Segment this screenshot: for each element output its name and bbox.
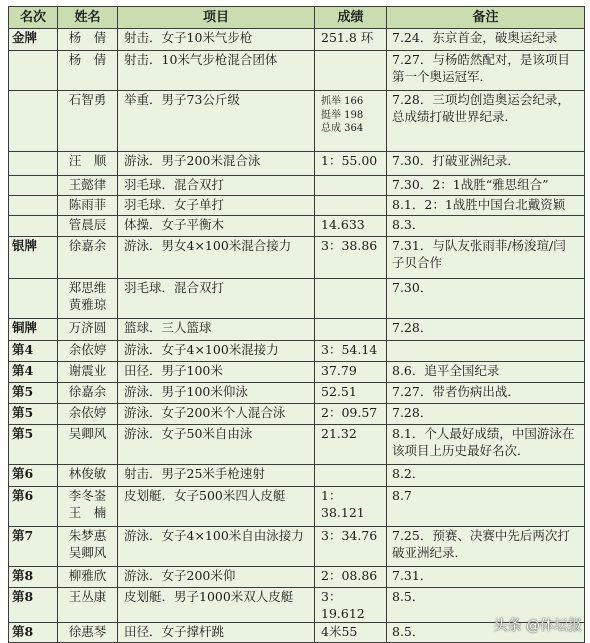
rank-cell (9, 176, 58, 196)
table-row (9, 152, 585, 176)
note-cell: 7.31． (387, 567, 585, 588)
rank-cell: 银牌 (9, 237, 58, 279)
rank-cell: 第8 (9, 567, 58, 588)
score-cell: 1：38.121 (315, 487, 387, 527)
event-cell: 羽毛球．混合双打 (118, 176, 315, 196)
rank-cell: 第4 (9, 341, 58, 362)
rank-cell: 第5 (9, 425, 58, 465)
event-cell: 射击．女子10米气步枪 (118, 29, 315, 51)
note-cell (387, 341, 585, 362)
note-cell: 7.31．与队友张雨菲/杨浚瑄/闫子贝合作 (387, 237, 585, 279)
event-cell: 田径．男子100米 (118, 362, 315, 383)
table-row (9, 404, 585, 425)
note-cell: 7.30．打破亚洲纪录． (387, 152, 585, 176)
results-table (8, 6, 585, 643)
score-cell: 14.633 (315, 216, 387, 237)
score-cell: 3：19.612 (315, 588, 387, 623)
watermark-text: 头条 @体坛报 (493, 618, 582, 634)
rank-cell (9, 279, 58, 319)
table-row (9, 279, 585, 319)
event-cell: 游泳．男子200米混合泳 (118, 152, 315, 176)
rank-cell: 第5 (9, 383, 58, 404)
table-row (9, 383, 585, 404)
note-cell: 8.2． (387, 465, 585, 487)
table-row (9, 29, 585, 51)
note-cell: 8.1．2：1战胜中国台北戴资颖 (387, 196, 585, 216)
name-cell: 杨 倩 (58, 29, 118, 51)
rank-cell: 第8 (9, 623, 58, 643)
event-cell: 皮划艇．男子1000米双人皮艇 (118, 588, 315, 623)
header-row (9, 7, 585, 29)
score-cell (315, 196, 387, 216)
event-cell: 游泳．女子4×100米自由泳接力 (118, 527, 315, 567)
score-cell: 3：54.14 (315, 341, 387, 362)
event-cell: 游泳．女子200米仰 (118, 567, 315, 588)
event-cell: 游泳．男女4×100米混合接力 (118, 237, 315, 279)
score-cell (315, 51, 387, 91)
note-cell: 8.6．追平全国纪录 (387, 362, 585, 383)
score-cell (315, 319, 387, 341)
score-cell: 52.51 (315, 383, 387, 404)
name-cell: 徐嘉余 (58, 383, 118, 404)
note-cell: 8.3． (387, 216, 585, 237)
score-cell (315, 279, 387, 319)
table-row (9, 567, 585, 588)
rank-cell: 铜牌 (9, 319, 58, 341)
event-cell: 体操．女子平衡木 (118, 216, 315, 237)
score-cell: 3：38.86 (315, 237, 387, 279)
table-row (9, 176, 585, 196)
table-row (9, 341, 585, 362)
name-cell: 徐惠琴 (58, 623, 118, 643)
score-cell: 4米55 (315, 623, 387, 643)
score-cell: 21.32 (315, 425, 387, 465)
rank-cell: 第6 (9, 487, 58, 527)
name-cell: 汪 顺 (58, 152, 118, 176)
note-cell: 7.24．东京首金，破奥运纪录 (387, 29, 585, 51)
name-cell: 朱梦惠 吴卿风 (58, 527, 118, 567)
table-row (9, 319, 585, 341)
table-row (9, 196, 585, 216)
name-cell: 李冬崟 王 楠 (58, 487, 118, 527)
table-row (9, 51, 585, 91)
name-cell: 林俊敏 (58, 465, 118, 487)
note-cell: 7.30．2：1战胜“雅思组合” (387, 176, 585, 196)
table-row (9, 425, 585, 465)
name-cell: 王丛康 (58, 588, 118, 623)
note-cell: 7.27．带者伤病出战． (387, 383, 585, 404)
event-cell: 射击．10米气步枪混合团体 (118, 51, 315, 91)
rank-cell: 第7 (9, 527, 58, 567)
table-row (9, 91, 585, 152)
table-row (9, 362, 585, 383)
rank-cell: 第4 (9, 362, 58, 383)
header-score: 成绩 (315, 7, 387, 29)
name-cell: 王懿律 (58, 176, 118, 196)
note-cell: 8.7 (387, 487, 585, 527)
name-cell: 石智勇 (58, 91, 118, 152)
name-cell: 郑思维 黄雅琼 (58, 279, 118, 319)
header-rank: 名次 (9, 7, 58, 29)
score-cell: 2：08.86 (315, 567, 387, 588)
event-cell: 皮划艇．女子500米四人皮艇 (118, 487, 315, 527)
event-cell: 篮球．三人篮球 (118, 319, 315, 341)
name-cell: 徐嘉余 (58, 237, 118, 279)
name-cell: 柳雅欣 (58, 567, 118, 588)
event-cell: 田径．女子撑杆跳 (118, 623, 315, 643)
rank-cell: 第5 (9, 404, 58, 425)
name-cell: 管晨辰 (58, 216, 118, 237)
rank-cell (9, 152, 58, 176)
event-cell: 游泳．女子4×100米混接力 (118, 341, 315, 362)
header-event: 项目 (118, 7, 315, 29)
event-cell: 羽毛球．混合双打 (118, 279, 315, 319)
event-cell: 游泳．男子100米仰泳 (118, 383, 315, 404)
score-cell: 3：34.76 (315, 527, 387, 567)
score-cell: 37.79 (315, 362, 387, 383)
score-cell (315, 465, 387, 487)
name-cell: 吴卿风 (58, 425, 118, 465)
header-note: 备注 (387, 7, 585, 29)
rank-cell (9, 91, 58, 152)
table-row (9, 487, 585, 527)
rank-cell: 金牌 (9, 29, 58, 51)
event-cell: 游泳．女子50米自由泳 (118, 425, 315, 465)
note-cell: 7.28． (387, 404, 585, 425)
note-cell: 8.5． (387, 623, 585, 643)
note-cell: 7.28． (387, 319, 585, 341)
rank-cell: 第8 (9, 588, 58, 623)
score-cell: 抓举 166 挺举 198 总成 364 (315, 91, 387, 152)
note-cell: 7.28．三项均创造奥运会纪录，总成绩打破世界纪录． (387, 91, 585, 152)
table-row (9, 465, 585, 487)
score-cell: 2：09.57 (315, 404, 387, 425)
score-cell: 251.8 环 (315, 29, 387, 51)
note-cell: 8.1．个人最好成绩，中国游泳在该项目上历史最好名次． (387, 425, 585, 465)
rank-cell: 第6 (9, 465, 58, 487)
rank-cell (9, 196, 58, 216)
table-row (9, 216, 585, 237)
score-cell (315, 176, 387, 196)
event-cell: 羽毛球．女子单打 (118, 196, 315, 216)
note-cell: 8.5． (387, 588, 585, 623)
name-cell: 余依婷 (58, 341, 118, 362)
event-cell: 射击．男子25米手枪速射 (118, 465, 315, 487)
event-cell: 游泳．女子200米个人混合泳 (118, 404, 315, 425)
rank-cell (9, 51, 58, 91)
table-row (9, 237, 585, 279)
score-cell: 1：55.00 (315, 152, 387, 176)
table-row (9, 527, 585, 567)
name-cell: 万济圆 (58, 319, 118, 341)
header-name: 姓名 (58, 7, 118, 29)
note-cell: 7.30． (387, 279, 585, 319)
note-cell: 7.27．与杨皓然配对，是该项目第一个奥运冠军． (387, 51, 585, 91)
note-cell: 7.25．预赛、决赛中先后两次打破亚洲纪录． (387, 527, 585, 567)
name-cell: 陈雨菲 (58, 196, 118, 216)
rank-cell (9, 216, 58, 237)
name-cell: 谢震业 (58, 362, 118, 383)
name-cell: 余依婷 (58, 404, 118, 425)
name-cell: 杨 倩 (58, 51, 118, 91)
event-cell: 举重．男子73公斤级 (118, 91, 315, 152)
